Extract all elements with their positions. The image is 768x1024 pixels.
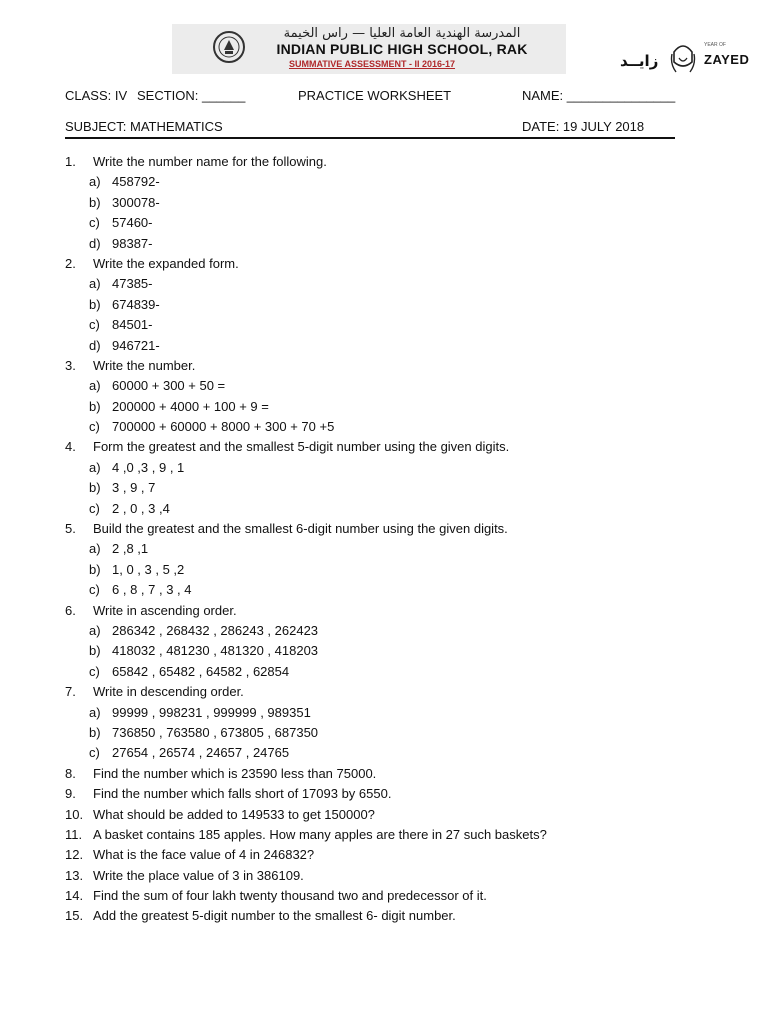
question-option <box>65 213 745 233</box>
question-option <box>65 397 745 417</box>
option-label: a) <box>89 174 101 190</box>
question-item <box>65 682 745 702</box>
option-label: a) <box>89 459 101 475</box>
question-text: Find the number which falls short of 17093 by 6550. <box>93 786 392 802</box>
question-item <box>65 519 745 539</box>
option-label: b) <box>89 561 101 577</box>
question-item <box>65 886 745 906</box>
school-crest-icon <box>212 30 246 64</box>
option-text: 2 ,8 ,1 <box>112 541 149 557</box>
question-item <box>65 866 745 886</box>
question-text: Find the number which is 23590 less than 75000. <box>93 765 377 781</box>
option-label: a) <box>89 541 101 557</box>
question-option <box>65 499 745 519</box>
option-text: 674839- <box>112 296 160 312</box>
question-number: 10. <box>65 806 84 822</box>
question-option <box>65 580 745 600</box>
worksheet-title: PRACTICE WORKSHEET <box>298 88 452 103</box>
question-option <box>65 662 745 682</box>
option-text: 60000 + 300 + 50 = <box>112 378 226 394</box>
option-label: b) <box>89 724 101 740</box>
option-label: b) <box>89 398 101 414</box>
question-item <box>65 805 745 825</box>
zayed-portrait-icon <box>670 40 696 74</box>
option-label: d) <box>89 337 101 353</box>
option-text: 736850 , 763580 , 673805 , 687350 <box>112 724 319 740</box>
question-option <box>65 315 745 335</box>
question-item <box>65 152 745 172</box>
question-number: 13. <box>65 867 84 883</box>
question-item <box>65 437 745 457</box>
option-text: 286342 , 268432 , 286243 , 262423 <box>112 622 319 638</box>
question-option <box>65 743 745 763</box>
question-number: 6. <box>65 602 76 618</box>
option-text: 99999 , 998231 , 999999 , 989351 <box>112 704 311 720</box>
question-number: 8. <box>65 765 76 781</box>
option-text: 84501- <box>112 317 153 333</box>
option-text: 3 , 9 , 7 <box>112 480 156 496</box>
option-label: c) <box>89 317 100 333</box>
question-list <box>65 152 745 927</box>
option-label: a) <box>89 622 101 638</box>
question-number: 14. <box>65 888 84 904</box>
name-field: NAME: _______________ <box>522 88 676 103</box>
subject-label: SUBJECT: MATHEMATICS <box>65 119 223 134</box>
question-text: Write the place value of 3 in 386109. <box>93 867 304 883</box>
header-divider <box>65 137 675 139</box>
question-text: What should be added to 149533 to get 150000? <box>93 806 375 822</box>
question-item <box>65 254 745 274</box>
question-text: Write the number name for the following. <box>93 154 327 169</box>
option-label: b) <box>89 480 101 496</box>
option-text: 98387- <box>112 235 153 251</box>
question-number: 3. <box>65 357 76 373</box>
option-label: b) <box>89 643 101 659</box>
school-header-banner <box>172 24 566 74</box>
school-name: INDIAN PUBLIC HIGH SCHOOL, RAK <box>276 41 528 57</box>
question-number: 5. <box>65 521 76 537</box>
question-number: 2. <box>65 255 76 271</box>
question-option <box>65 295 745 315</box>
option-label: c) <box>89 500 100 516</box>
option-label: c) <box>89 745 100 761</box>
option-label: c) <box>89 663 100 679</box>
question-number: 7. <box>65 684 76 700</box>
question-option <box>65 172 745 192</box>
option-label: a) <box>89 378 101 394</box>
question-option <box>65 458 745 478</box>
option-text: 200000 + 4000 + 100 + 9 = <box>112 398 269 414</box>
question-option <box>65 478 745 498</box>
option-label: a) <box>89 704 101 720</box>
question-item <box>65 356 745 376</box>
zayed-wordmark: ZAYED <box>704 52 750 67</box>
question-item <box>65 825 745 845</box>
question-option <box>65 274 745 294</box>
question-text: Write in descending order. <box>93 684 244 700</box>
date-label: DATE: 19 JULY 2018 <box>522 119 645 134</box>
question-option <box>65 641 745 661</box>
question-option <box>65 703 745 723</box>
question-item <box>65 784 745 804</box>
question-option <box>65 234 745 254</box>
question-option <box>65 621 745 641</box>
question-item <box>65 845 745 865</box>
question-text: Write the number. <box>93 357 196 373</box>
question-text: Write the expanded form. <box>93 255 239 271</box>
class-label: CLASS: IV <box>65 88 128 103</box>
question-option <box>65 193 745 213</box>
section-field: SECTION: ______ <box>137 88 246 103</box>
question-number: 11. <box>65 826 83 842</box>
year-of-label: YEAR OF <box>704 42 726 48</box>
option-label: b) <box>89 296 101 312</box>
question-item <box>65 906 745 926</box>
question-text: Write in ascending order. <box>93 602 237 618</box>
option-label: d) <box>89 235 101 251</box>
question-number: 15. <box>65 908 84 924</box>
question-text: Find the sum of four lakh twenty thousand two and predecessor of it. <box>93 888 487 904</box>
question-text: A basket contains 185 apples. How many apples are there in 27 such baskets? <box>93 826 547 842</box>
question-item <box>65 601 745 621</box>
option-label: b) <box>89 194 101 210</box>
question-number: 1. <box>65 154 76 169</box>
option-text: 47385- <box>112 276 153 292</box>
year-of-zayed-logo <box>620 40 750 80</box>
question-option <box>65 417 745 437</box>
option-label: c) <box>89 215 100 231</box>
school-name-arabic: المدرسة الهندية العامة العليا — راس الخيمة <box>283 26 521 41</box>
question-option <box>65 560 745 580</box>
zayed-arabic-wordmark: زايــد <box>620 53 659 70</box>
option-label: a) <box>89 276 101 292</box>
option-label: c) <box>89 582 100 598</box>
option-text: 946721- <box>112 337 160 353</box>
option-text: 65842 , 65482 , 64582 , 62854 <box>112 663 290 679</box>
question-number: 9. <box>65 786 76 802</box>
option-text: 700000 + 60000 + 8000 + 300 + 70 +5 <box>112 419 335 435</box>
question-option <box>65 376 745 396</box>
option-text: 300078- <box>112 194 160 210</box>
option-text: 458792- <box>112 174 160 190</box>
question-text: Add the greatest 5-digit number to the smallest 6- digit number. <box>93 908 456 924</box>
option-text: 2 , 0 , 3 ,4 <box>112 500 170 516</box>
option-text: 418032 , 481230 , 481320 , 418203 <box>112 643 319 659</box>
option-text: 27654 , 26574 , 24657 , 24765 <box>112 745 290 761</box>
option-label: c) <box>89 419 100 435</box>
exam-title: SUMMATIVE ASSESSMENT - II 2016-17 <box>288 59 456 69</box>
question-number: 12. <box>65 847 84 863</box>
option-text: 57460- <box>112 215 153 231</box>
question-item <box>65 764 745 784</box>
question-option <box>65 539 745 559</box>
question-text: Form the greatest and the smallest 5-digit number using the given digits. <box>93 439 510 455</box>
option-text: 4 ,0 ,3 , 9 , 1 <box>112 459 185 475</box>
question-text: What is the face value of 4 in 246832? <box>93 847 315 863</box>
question-number: 4. <box>65 439 76 455</box>
question-option <box>65 723 745 743</box>
option-text: 6 , 8 , 7 , 3 , 4 <box>112 582 192 598</box>
question-option <box>65 336 745 356</box>
question-text: Build the greatest and the smallest 6-digit number using the given digits. <box>93 521 508 537</box>
option-text: 1, 0 , 3 , 5 ,2 <box>112 561 185 577</box>
